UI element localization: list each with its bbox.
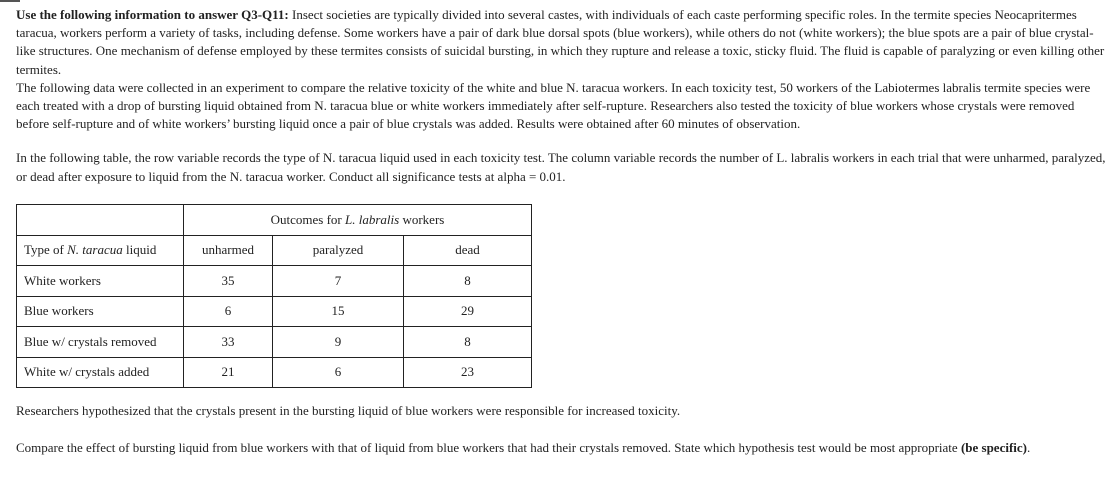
table-row	[17, 296, 532, 327]
row-label: White w/ crystals added	[17, 357, 184, 388]
table-cell: 35	[184, 266, 273, 297]
table-column-header-row	[17, 235, 532, 266]
emphasis-text: (be specific)	[960, 439, 1027, 455]
column-header: paralyzed	[273, 235, 404, 266]
table-cell: 6	[184, 296, 273, 327]
intro-heading: Use the following information to answer Q3-Q11:	[16, 7, 289, 22]
table-row	[17, 357, 532, 388]
top-rule	[0, 0, 20, 2]
data-table	[16, 204, 532, 389]
table-cell: 9	[273, 327, 404, 358]
row-label: Blue w/ crystals removed	[17, 327, 184, 358]
hypothesis-text: Researchers hypothesized that the crystals present in the bursting liquid of blue workers were responsible for increased toxicity.	[16, 403, 681, 419]
table-row	[17, 266, 532, 297]
column-header: unharmed	[184, 235, 273, 266]
question-text: Compare the effect of bursting liquid from blue workers with that of liquid from blue workers that had their crystals removed. State which hypothesis test would be most appropriate (be specific).	[16, 439, 1031, 455]
table-cell: 8	[404, 327, 532, 358]
table-header-row	[17, 204, 532, 235]
row-label: Blue workers	[17, 296, 184, 327]
table-cell: 6	[273, 357, 404, 388]
table-cell: 29	[404, 296, 532, 327]
experiment-paragraph: The following data were collected in an experiment to compare the relative toxicity of the white and blue N. taracua workers. In each toxicity test, 50 workers of the Labiotermes labralis termite species were each treated with a drop of bursting liquid obtained from N. taracua blue or white workers immediately after self-rupture. Researchers also tested the toxicity of blue workers whose crystals were removed before self-rupture and of white workers’ bursting liquid once a pair of blue crystals was added. Results were obtained after 60 minutes of observation.	[16, 79, 1091, 132]
row-label: White workers	[17, 266, 184, 297]
intro-paragraph	[16, 6, 1110, 79]
column-header: dead	[404, 235, 532, 266]
table-row	[17, 327, 532, 358]
table-cell: 7	[273, 266, 404, 297]
table-description: In the following table, the row variable records the type of N. taracua liquid used in each toxicity test. The column variable records the number of L. labralis workers in each trial that were unharmed, paralyzed, or dead after exposure to liquid from the N. taracua worker. Conduct all significance tests at alpha = 0.01.	[16, 150, 1106, 184]
table-cell: 15	[273, 296, 404, 327]
intro-text: Insect societies are typically divided into several castes, with individuals of each caste performing specific roles. In the termite species Neocapritermes taracua, workers perform a variety of tasks, including defense. Some workers have a pair of dark blue dorsal spots (blue workers), while others do not (white workers); the blue spots are a pair of blue crystal-like structures. One mechanism of defense employed by these termites consists of suicidal bursting, in which they rupture and release a toxic, sticky fluid. The fluid is capable of paralyzing or even killing other termites.	[16, 7, 1105, 77]
empty-corner-cell	[17, 204, 184, 235]
question-content	[16, 6, 1110, 457]
table-cell: 23	[404, 357, 532, 388]
table-cell: 21	[184, 357, 273, 388]
table-cell: 33	[184, 327, 273, 358]
outcomes-header: Outcomes for L. labralis workers	[184, 204, 532, 235]
type-header: Type of N. taracua liquid	[17, 235, 184, 266]
table-cell: 8	[404, 266, 532, 297]
